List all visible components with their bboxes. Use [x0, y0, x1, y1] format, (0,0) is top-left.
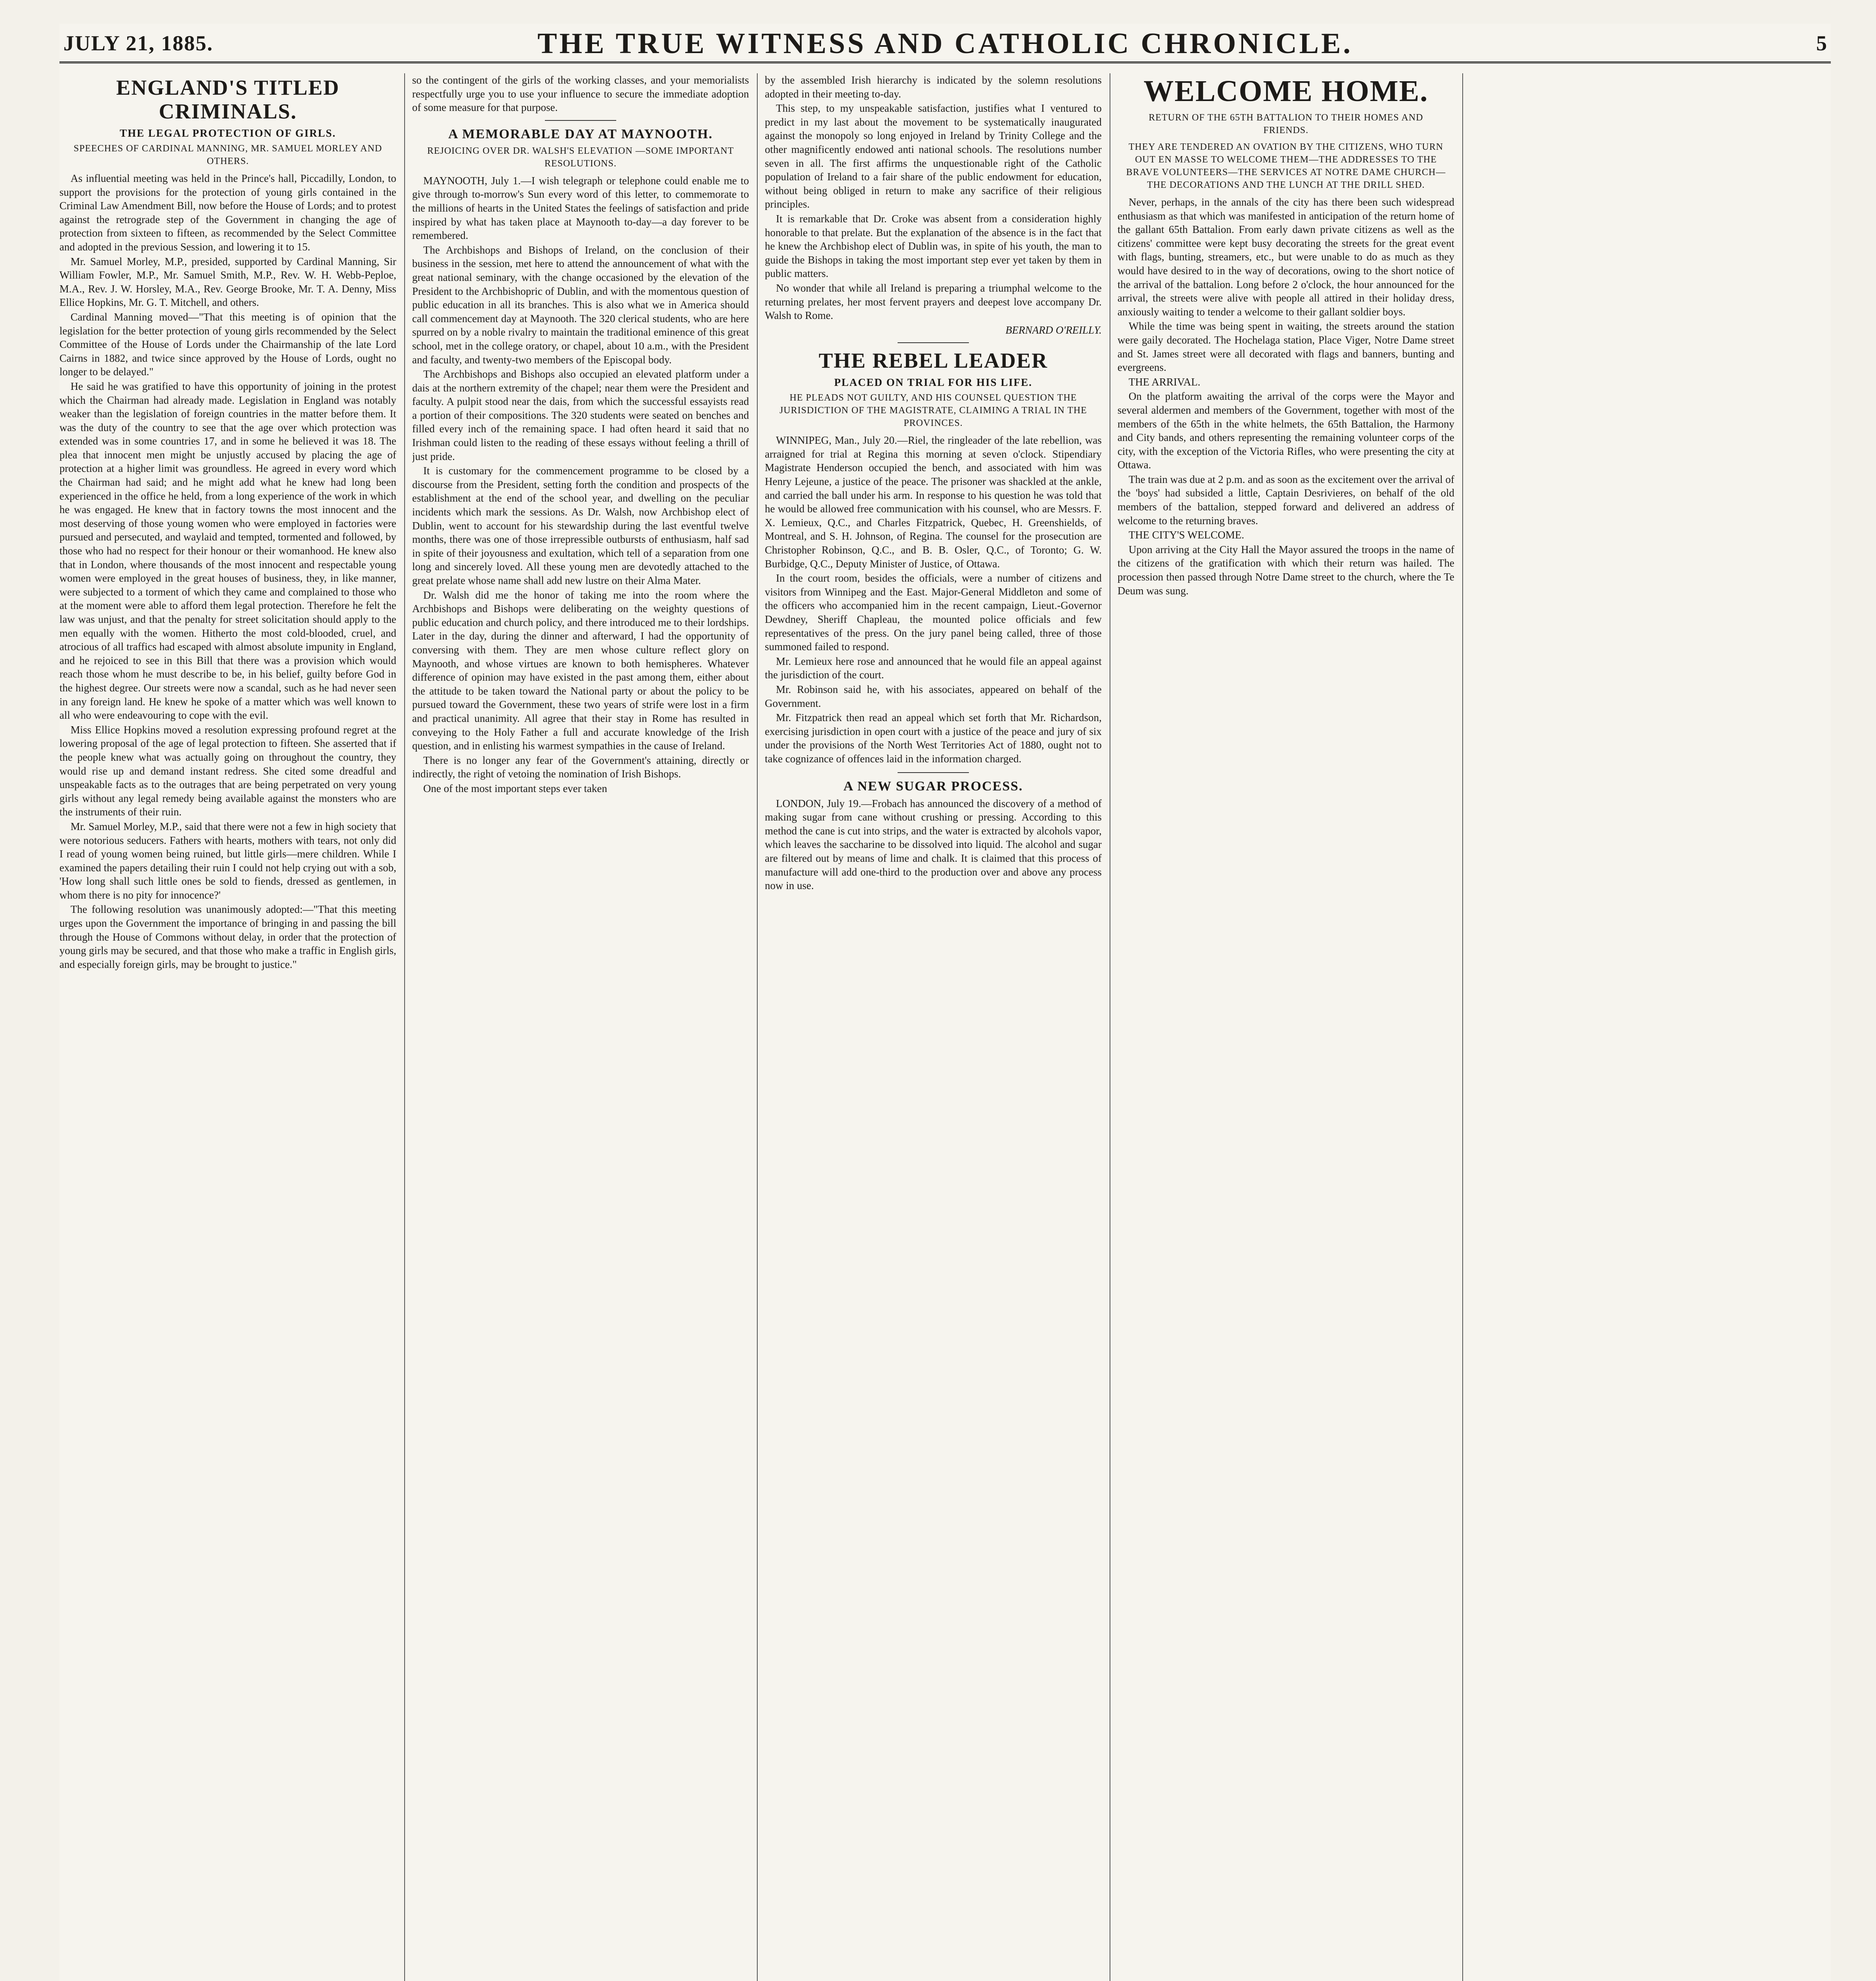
column-rule: [1462, 73, 1463, 1981]
paragraph: He said he was gratified to have this opportunity of joining in the protest which the Chairman had already made. Legislation in England was notably weaker than the legislation of foreign countries in the matter before them. It was the duty of the country to see that the age over which protection was extended was in some countries 17, and in some he believed it was 18. The plea that innocent men might be unjustly accused by placing the age of protection at a higher limit was groundless. He agreed in every word which the Chairman had said; and he might add what he knew had long been experienced in the office he held, from a long experience of the work in which he was engaged. He knew that in factory towns the most innocent and the most deserving of those young women who were employed in factories were pursued and persecuted, and waylaid and tempted, tormented and followed, by those who had no respect for their honour or their womanhood. He knew also that in London, where thousands of the most innocent and respectable young women were employed in the great houses of business, they, in like manner, were subjected to a torment of which they came and complained to those who at the moment were able to afford them legal protection. Therefore he felt the law was unjust, and that the penalty for street solicitation should apply to the men equally with the women. Hitherto the most cold-blooded, cruel, and atrocious of all traffics had escaped with almost absolute impunity in England, and he rejoiced to see in this Bill that there was a provision which would reach those whom he must describe to be, in his belief, guilty before God in the highest degree. Our streets were now a scandal, such as he had never seen in any foreign land. He knew he spoke of a matter which was well known to all who were endeavouring to cope with the evil.: [59, 380, 396, 721]
article-subhead: THE LEGAL PROTECTION OF GIRLS.: [120, 127, 336, 139]
paragraph: Mr. Samuel Morley, M.P., presided, supported by Cardinal Manning, Sir William Fowler, M.P., Mr. Samuel Smith, M.P., Rev. W. H. Webb-Peploe, M.A., Rev. J. W. Horsley, M.A., Rev. George Brooke, Mr. T. A. Denny, Miss Ellice Hopkins, Mr. G. T. Mitchell, and others.: [59, 255, 396, 309]
issue-date: JULY 21, 1885.: [63, 31, 214, 55]
article-headline: A MEMORABLE DAY AT MAYNOOTH.: [448, 126, 713, 141]
column-1: [59, 73, 396, 1981]
article-deck: HE PLEADS NOT GUILTY, AND HIS COUNSEL QUESTION THE JURISDICTION OF THE MAGISTRATE, CLAIMING A TRIAL IN THE PROVINCES.: [779, 393, 1087, 429]
paragraph: Cardinal Manning moved—"That this meeting is of opinion that the legislation for the better protection of young girls recommended by the Select Committee of the House of Lords under the Chairmanship of the late Lord Cairns in 1882, and twice since approved by the House of Lords, ought no longer to be delayed.": [59, 311, 396, 378]
paragraph: This step, to my unspeakable satisfaction, justifies what I ventured to predict in my last about the movement to be systematically inaugurated against the monopoly so long enjoyed in Ireland by Trinity College and the other magnificently endowed anti national schools. The resolutions number seven in all. The first affirms the unquestionable right of the Catholic population of Ireland to a fair share of the public endowment for education, without being obliged in return to make any sacrifice of their religious principles.: [765, 102, 1102, 210]
page-number: 5: [1816, 31, 1827, 55]
paragraph: One of the most important steps ever taken: [423, 782, 608, 794]
column-rule: [404, 73, 405, 1981]
paragraph: WINNIPEG, Man., July 20.—Riel, the ringleader of the late rebellion, was arraigned for trial at Regina this morning at seven o'clock. Stipendiary Magistrate Henderson occupied the bench, and associated with him was Henry Lejeune, a justice of the peace. The prisoner was shackled at the ankle, and carried the ball under his arm. In response to his question he was told that he would be allowed free communication with his counsel, who are Messrs. F. X. Lemieux, Q.C., and Charles Fitzpatrick, Quebec, H. Greenshields, of Montreal, and S. H. Johnson, of Regina. The counsel for the prosecution are Christopher Robinson, Q.C., and B. B. Osler, Q.C., of Toronto; G. W. Burbidge, Q.C., Deputy Minister of Justice, of Ottawa.: [765, 434, 1102, 570]
continued-text: so the contingent of the girls of the working classes, and your memorialists respectfully urge you to use your influence to secure the immediate adoption of some measure for that purpose.: [412, 74, 749, 114]
paragraph: Never, perhaps, in the annals of the city has there been such widespread enthusiasm as that which was manifested in anticipation of the return home of the gallant 65th Battalion. From early dawn private citizens as well as the citizens' committee were kept busy decorating the streets for the great event with flags, bunting, streamers, etc., but were unable to do as much as they would have desired to in the way of decorations, owing to the short notice of the arrival of the battalion. Long before 2 o'clock, the hour announced for the arrival, the streets were alive with people all attired in their holiday dress, anxiously waiting to tender a welcome to their gallant soldier boys.: [1118, 196, 1454, 318]
paragraph: In the court room, besides the officials, were a number of citizens and visitors from Winnipeg and the East. Major-General Middleton and some of the officers who accompanied him in the recent campaign, Lieut.-Governor Dewdney, Sheriff Chapleau, the mounted police officials and few representatives of the press. On the jury panel being called, three of those summoned failed to respond.: [765, 572, 1102, 653]
newspaper-title: THE TRUE WITNESS AND CATHOLIC CHRONICLE.: [537, 27, 1353, 60]
paragraph: It is customary for the commencement programme to be closed by a discourse from the President, setting forth the condition and prospects of the establishment at the end of the school year, and dwelling on the peculiar incidents which mark the sessions. As Dr. Walsh, now Archbishop elect of Dublin, went to account for his stewardship during the last eventful twelve months, there was one of those irrepressible outbursts of enthusiasm, half sad in spite of their joyousness and exultation, which tell of a separation from one long and sincerely loved. All these young men are devotedly attached to the great prelate whose name shall add new lustre on their Alma Mater.: [412, 465, 749, 586]
article-deck-secondary: THEY ARE TENDERED AN OVATION BY THE CITIZENS, WHO TURN OUT EN MASSE TO WELCOME THEM—THE ADDRESSES TO THE BRAVE VOLUNTEERS—THE SERVICES AT NOTRE DAME CHURCH—THE DECORATIONS AND THE LUNCH AT THE DRILL SHED.: [1126, 142, 1446, 190]
newspaper-page: [59, 24, 1831, 1981]
paragraph: Mr. Lemieux here rose and announced that he would file an appeal against the jurisdiction of the court.: [765, 655, 1102, 681]
article-body: [1118, 195, 1454, 598]
continued-text: by the assembled Irish hierarchy is indicated by the solemn resolutions adopted in their meeting to-day.: [765, 74, 1102, 100]
paragraph: MAYNOOTH, July 1.—I wish telegraph or telephone could enable me to give through to-morrow's Sun every word of this letter, to commemorate to the millions of hearts in the United States the feelings of satisfaction and pride inspired by what has taken place at Maynooth to-day—a day forever to be remembered.: [412, 174, 749, 242]
paragraph: The Archbishops and Bishops of Ireland, on the conclusion of their business in the session, met here to attend the announcement of what with the great national seminary, with the change occasioned by the elevation of the President to the Archbishopric of Dublin, and with the momentous question of public education in all its branches. This is also what we in America should call commencement day at Maynooth. The 320 clerical students, who are here spurred on by a noble rivalry to maintain the traditional eminence of this great school, met in the college oratory, or chapel, about 10 a.m., with the President and faculty, and twenty-two members of the Episcopal body.: [412, 244, 749, 366]
article-body: [765, 433, 1102, 766]
article-deck: RETURN OF THE 65TH BATTALION TO THEIR HOMES AND FRIENDS.: [1148, 113, 1423, 136]
paragraph: Mr. Samuel Morley, M.P., said that there were not a few in high society that were notorious seducers. Fathers with hearts, mothers with tears, not only did I read of young women being ruined, but little girls—mere children. While I examined the papers detailing their ruin I could not help crying out with a sob, 'How long shall such little ones be sold to fiends, dressed as gentlemen, in whom there is no pity for innocence?': [59, 820, 396, 901]
article-body: [412, 174, 749, 796]
paragraph: While the time was being spent in waiting, the streets around the station were gaily decorated. The Hochelaga station, Place Viger, Notre Dame street and St. James street were all decorated with flags and banners, bunting and evergreens.: [1118, 320, 1454, 374]
article-deck: REJOICING OVER DR. WALSH'S ELEVATION —SOME IMPORTANT RESOLUTIONS.: [427, 145, 734, 169]
article-body: [765, 797, 1102, 893]
paragraph: On the platform awaiting the arrival of the corps were the Mayor and several aldermen and members of the Government, together with most of the members of the 65th in the white helmets, the 65th Battalion, the Harmony and City bands, and others representing the remaining volunteer corps of the city, with the exception of the Victoria Rifles, who were presenting the city at Ottawa.: [1118, 390, 1454, 471]
article-body: [765, 101, 1102, 323]
paragraph: Mr. Robinson said he, with his associates, appeared on behalf of the Government.: [765, 683, 1102, 709]
article-headline: A NEW SUGAR PROCESS.: [843, 779, 1023, 794]
paragraph: The following resolution was unanimously adopted:—"That this meeting urges upon the Government the importance of bringing in and passing the bill through the House of Commons without delay, in order that the protection of young girls may be secured, and that those who make a traffic in English girls, and especially foreign girls, may be brought to justice.": [59, 903, 396, 970]
article-deck: SPEECHES OF CARDINAL MANNING, MR. SAMUEL MORLEY AND OTHERS.: [73, 143, 382, 166]
paragraph: Miss Ellice Hopkins moved a resolution expressing profound regret at the lowering proposal of the age of legal protection to fifteen. She asserted that if the people knew what was actually going on throughout the country, they would rise up and demand instant redress. She cited some dreadful and unspeakable facts as to the outrages that are being perpetrated on very young girls without any legal remedy being available against the monsters who are the instruments of their ruin.: [59, 723, 396, 818]
column-2: [412, 73, 749, 1981]
masthead: [59, 24, 1831, 63]
column-5: [1470, 73, 1649, 1981]
separator: [545, 120, 616, 121]
article-headline: ENGLAND'S TITLED CRIMINALS.: [116, 76, 340, 123]
paragraph: As influential meeting was held in the Prince's hall, Piccadilly, London, to support the provisions for the protection of young girls contained in the Criminal Law Amendment Bill, now before the House of Lords; and to protest against the retrograde step of the Government in changing the age of protection from sixteen to fifteen, as recommended by the Select Committee and adopted in the previous Session, and lowering it to 15.: [59, 172, 396, 253]
paragraph: Mr. Fitzpatrick then read an appeal which set forth that Mr. Richardson, exercising jurisdiction in open court with a justice of the peace and jury of six under the provisions of the North West Territories Act of 1880, ought not to take cognizance of offences laid in the information charged.: [765, 712, 1102, 765]
byline: BERNARD O'REILLY.: [1005, 324, 1102, 336]
article-body: [59, 172, 396, 972]
article-headline: WELCOME HOME.: [1143, 74, 1429, 108]
column-4: [1118, 73, 1454, 1981]
paragraph: Dr. Walsh did me the honor of taking me into the room where the Archbishops and Bishops were deliberating on the weighty questions of public education and church policy, and there introduced me to their lordships. Later in the day, during the dinner and afterward, I had the opportunity of conversing with them. They are men whose culture reflect glory on Maynooth, and whose virtues are known to both hemispheres. Whatever difference of opinion may have existed in the past among them, either about the attitude to be taken toward the National party or about the policy to be pursued toward the Government, these two years of strife were lost in a firm and practical unanimity. All agree that their stay in Rome has resulted in conveying to the Holy Father a full and accurate knowledge of the Irish question, and in enlisting his warmest sympathies in the cause of Ireland.: [412, 589, 749, 752]
paragraph: The Archbishops and Bishops also occupied an elevated platform under a dais at the northern extremity of the chapel; near them were the President and faculty. A pulpit stood near the dais, from which the successful essayists read a portion of their compositions. The 320 students were seated on benches and filled every inch of the remaining space. I had often heard it said that no Irishman could listen to the reading of these essays without feeling a thrill of just pride.: [412, 368, 749, 462]
separator: [898, 772, 969, 773]
separator: [898, 342, 969, 343]
column-3: [765, 73, 1102, 1981]
paragraph: Upon arriving at the City Hall the Mayor assured the troops in the name of the citizens of the gratification with which their return was hailed. The procession then passed through Notre Dame street to the church, where the Te Deum was sung.: [1118, 543, 1454, 597]
paragraph: There is no longer any fear of the Government's attaining, directly or indirectly, the right of vetoing the nomination of Irish Bishops.: [412, 754, 749, 780]
article-headline: THE REBEL LEADER: [818, 349, 1048, 373]
paragraph: No wonder that while all Ireland is preparing a triumphal welcome to the returning prelates, her most fervent prayers and deepest love accompany Dr. Walsh to Rome.: [765, 282, 1102, 322]
paragraph: The train was due at 2 p.m. and as soon as the excitement over the arrival of the 'boys' had subsided a little, Captain Desrivieres, on behalf of the old members of the battalion, stepped forward and delivered an address of welcome to the returning braves.: [1118, 473, 1454, 527]
paragraph: It is remarkable that Dr. Croke was absent from a consideration highly honorable to that prelate. But the explanation of the absence is in the fact that he knew the Archbishop elect of Dublin was, in spite of his youth, the man to guide the Bishops in taking the most important step ever yet taken by them in public matters.: [765, 212, 1102, 280]
paragraph: THE CITY'S WELCOME.: [1129, 529, 1244, 541]
article-subhead: PLACED ON TRIAL FOR HIS LIFE.: [834, 376, 1033, 389]
column-rule: [757, 73, 758, 1981]
paragraph: LONDON, July 19.—Frobach has announced the discovery of a method of making sugar from cane without crushing or pressing. According to this method the cane is cut into strips, and the water is extracted by alcohols vapor, which leaves the saccharine to be dissolved into liquid. The alcohol and sugar are filtered out by means of lime and chalk. It is claimed that this process of manufacture will add one-third to the production over and above any process now in use.: [765, 797, 1102, 892]
paragraph: THE ARRIVAL.: [1129, 376, 1201, 388]
